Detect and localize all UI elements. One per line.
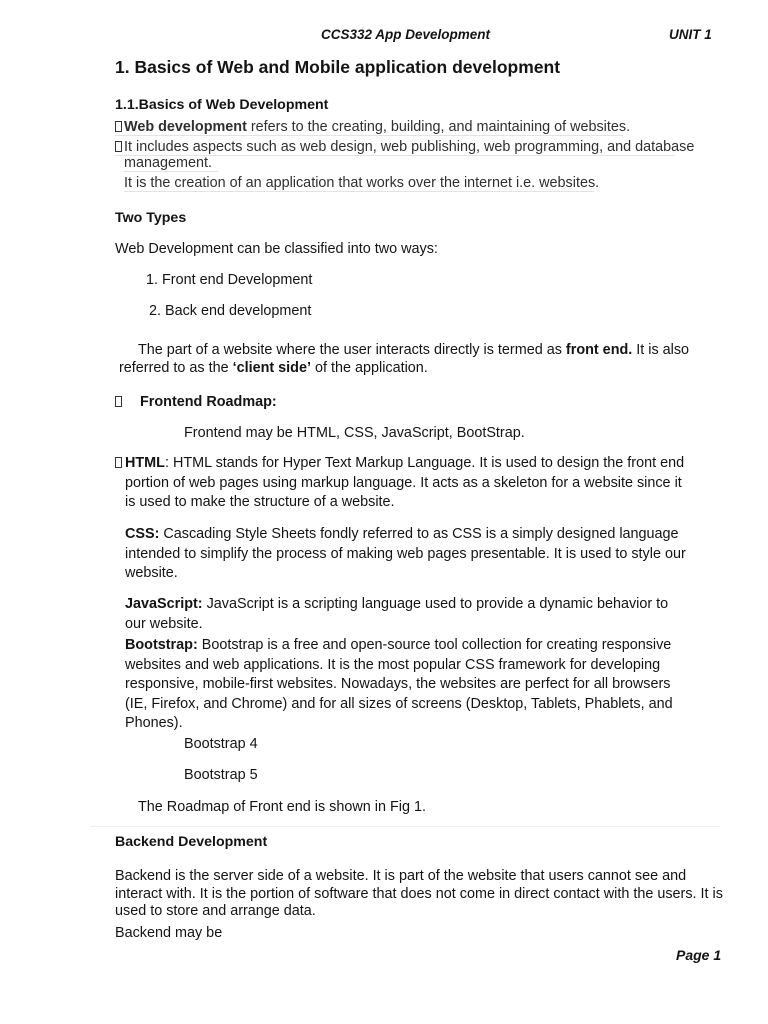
- backend-heading: Backend Development: [115, 834, 268, 850]
- roadmap-heading-row: [115, 394, 277, 410]
- intro-line-3: It is the creation of an application that works over the internet i.e. websites.: [124, 175, 600, 191]
- frontend-def-line-1: The part of a website where the user interacts directly is termed as front end. It is also: [138, 342, 690, 358]
- css-paragraph: CSS: Cascading Style Sheets fondly referred to as CSS is a simply designed language intended to simplify the process of making web pages presentable. It is used to style our website.: [125, 526, 686, 581]
- fig-note: The Roadmap of Front end is shown in Fig 1.: [138, 799, 426, 815]
- types-item-2: 2. Back end development: [149, 303, 312, 319]
- types-lead: Web Development can be classified into two ways:: [115, 241, 438, 257]
- intro-bullet-1: Web development refers to the creating, building, and maintaining of websites.: [115, 119, 623, 136]
- bullet-box-icon: [115, 396, 122, 407]
- javascript-paragraph: JavaScript: JavaScript is a scripting language used to provide a dynamic behavior to our website.: [125, 596, 669, 632]
- bootstrap-paragraph: Bootstrap: Bootstrap is a free and open-source tool collection for creating responsive websites and web applications. It is the most popular CSS framework for developing responsive, mobile-first websites. Nowadays, the websites are perfect for all browsers (IE, Firefox, and Chrome) and for all sizes of screens (Desktop, Tablets, Phablets, and Phones).: [125, 637, 673, 731]
- bullet-box-icon: [115, 141, 122, 152]
- divider: [90, 826, 720, 827]
- roadmap-heading: Frontend Roadmap:: [140, 394, 277, 410]
- header-unit: UNIT 1: [669, 27, 712, 42]
- backend-maybe: Backend may be: [115, 925, 223, 941]
- bootstrap-version-4: Bootstrap 4: [184, 736, 258, 752]
- two-types-heading: Two Types: [115, 210, 187, 226]
- header-course: CCS332 App Development: [321, 27, 491, 42]
- page-title: 1. Basics of Web and Mobile application development: [115, 57, 561, 77]
- types-item-1: 1. Front end Development: [146, 272, 313, 288]
- bullet-box-icon: [115, 457, 122, 468]
- page-number: Page 1: [676, 947, 722, 963]
- intro-bullet-2-cont: management.: [124, 155, 218, 172]
- bullet-box-icon: [115, 121, 122, 132]
- intro-bullet-2: It includes aspects such as web design, web publishing, web programming, and database: [115, 139, 675, 156]
- bootstrap-version-5: Bootstrap 5: [184, 767, 258, 783]
- section-heading: 1.1.Basics of Web Development: [115, 97, 329, 113]
- html-bullet: [115, 455, 124, 471]
- roadmap-text: Frontend may be HTML, CSS, JavaScript, BootStrap.: [184, 425, 525, 441]
- html-paragraph: HTML: HTML stands for Hyper Text Markup Language. It is used to design the front end portion of web pages using markup language. It acts as a skeleton for a website since it is used to make the structure of a website.: [125, 455, 685, 510]
- backend-paragraph: Backend is the server side of a website. It is part of the website that users cannot see and interact with. It is the portion of software that does not come in direct contact with the users. It is used to store and arrange data.: [115, 868, 723, 919]
- frontend-def-line-2: referred to as the ‘client side’ of the application.: [119, 360, 428, 376]
